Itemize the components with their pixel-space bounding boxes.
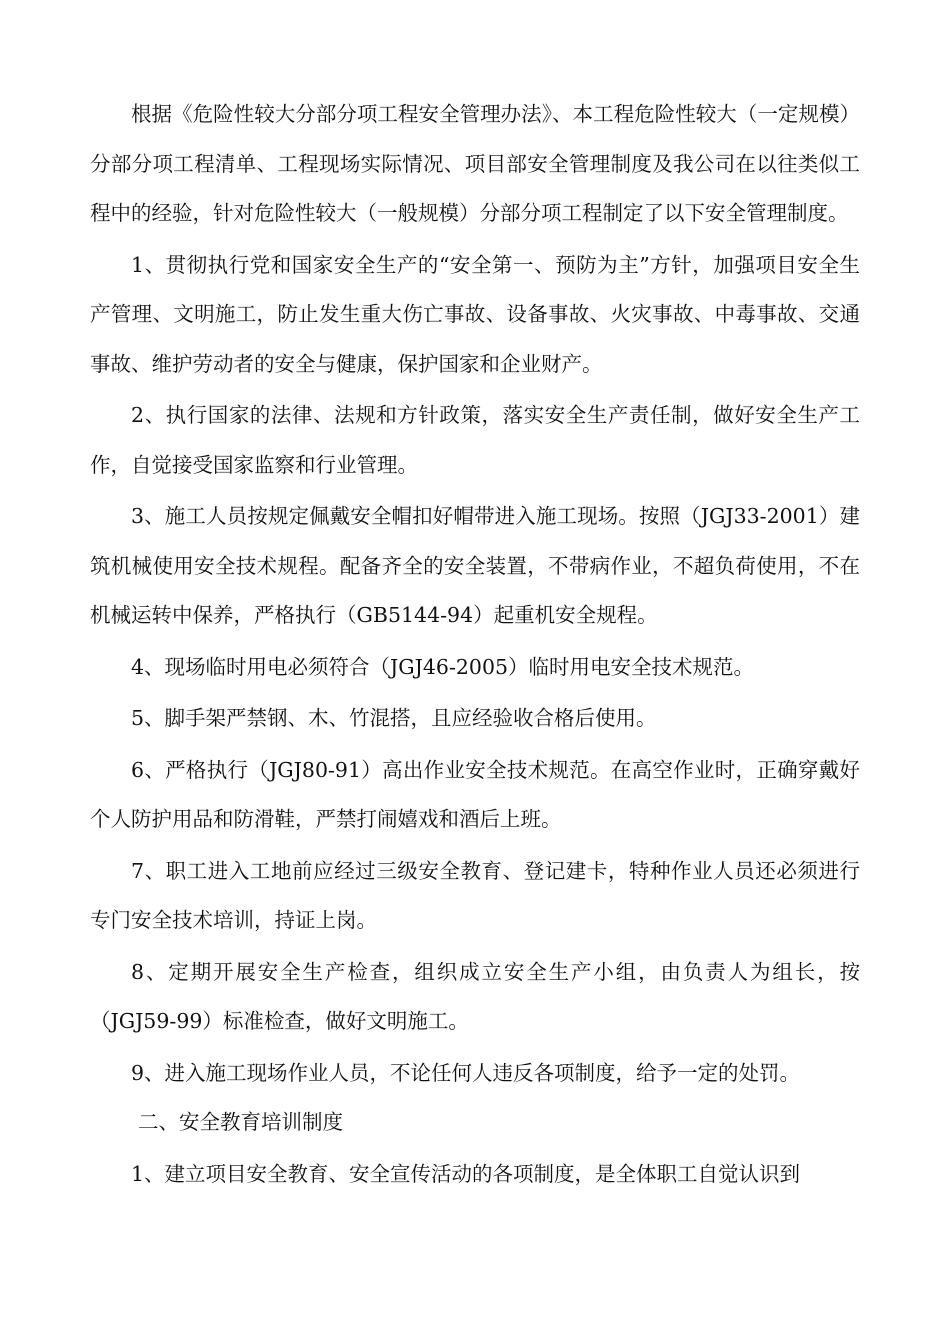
rule-item-6: 6、严格执行（JGJ80-91）高出作业安全技术规范。在高空作业时，正确穿戴好个人防护用品和防滑鞋，严禁打闹嬉戏和酒后上班。 — [90, 757, 860, 831]
rule-item-3: 3、施工人员按规定佩戴安全帽扣好帽带进入施工现场。按照（JGJ33-2001）建筑机械使用安全技术规程。配备齐全的安全装置，不带病作业，不超负荷使用，不在机械运转中保养，严格执行（GB5144-94）起重机安全规程。 — [90, 504, 860, 627]
rule-item-5: 5、脚手架严禁钢、木、竹混搭，且应经验收合格后使用。 — [131, 706, 657, 730]
rule-item-8: 8、定期开展安全生产检查，组织成立安全生产小组，由负责人为组长，按（JGJ59-99）标准检查，做好文明施工。 — [90, 959, 860, 1033]
intro-paragraph: 根据《危险性较大分部分项工程安全管理办法》、本工程危险性较大（一定规模）分部分项工程清单、工程现场实际情况、项目部安全管理制度及我公司在以往类似工程中的经验，针对危险性较大（一般规模）分部分项工程制定了以下安全管理制度。 — [90, 102, 860, 225]
rule-item-2: 2、执行国家的法律、法规和方针政策，落实安全生产责任制，做好安全生产工作，自觉接受国家监察和行业管理。 — [90, 403, 860, 477]
rule-item-1: 1、贯彻执行党和国家安全生产的“安全第一、预防为主”方针，加强项目安全生产管理、文明施工，防止发生重大伤亡事故、设备事故、火灾事故、中毒事故、交通事故、维护劳动者的安全与健康，保护国家和企业财产。 — [90, 252, 860, 376]
section-heading: 二、安全教育培训制度 — [138, 1110, 343, 1134]
rule-item-7: 7、职工进入工地前应经过三级安全教育、登记建卡，特种作业人员还必须进行专门安全技术培训，持证上岗。 — [90, 858, 860, 932]
rule-item-4: 4、现场临时用电必须符合（JGJ46-2005）临时用电安全技术规范。 — [131, 654, 755, 679]
training-rule-1: 1、建立项目安全教育、安全宣传活动的各项制度，是全体职工自觉认识到 — [131, 1161, 801, 1186]
rule-item-9: 9、进入施工现场作业人员，不论任何人违反各项制度，给予一定的处罚。 — [131, 1060, 801, 1085]
